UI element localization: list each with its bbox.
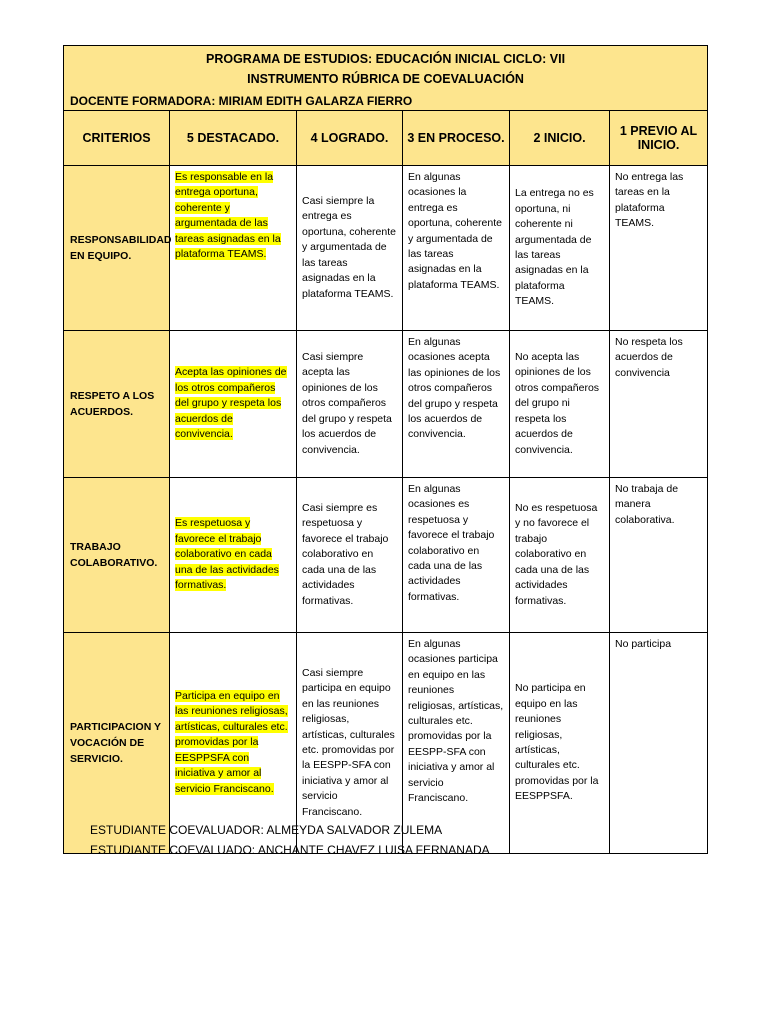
level-4-text: Casi siempre es respetuosa y favorece el trabajo colaborativo en cada una de las actividades formativas.	[297, 478, 403, 633]
level-1-text: No entrega las tareas en la plataforma TEAMS.	[610, 166, 708, 331]
table-row	[64, 166, 708, 331]
col-header-2: 2 INICIO.	[510, 111, 610, 166]
level-5-text: Participa en equipo en las reuniones religiosas, artísticas, culturales etc. promovidas por la EESPPSFA con iniciativa y amor al servicio Franciscano.	[175, 690, 288, 795]
col-header-4: 4 LOGRADO.	[297, 111, 403, 166]
col-header-1: 1 PREVIO AL INICIO.	[610, 111, 708, 166]
level-5-text: Acepta las opiniones de los otros compañeros del grupo y respeta los acuerdos de convivencia.	[175, 366, 287, 441]
rubric-table	[63, 45, 708, 854]
level-3-text: En algunas ocasiones la entrega es oportuna, coherente y argumentada de las tareas asignadas en la plataforma TEAMS.	[403, 166, 510, 331]
level-2-text: La entrega no es oportuna, ni coherente ni argumentada de las tareas asignadas en la plataforma TEAMS.	[510, 166, 610, 331]
level-1-text: No trabaja de manera colaborativa.	[610, 478, 708, 633]
level-4-text: Casi siempre la entrega es oportuna, coherente y argumentada de las tareas asignadas en la plataforma TEAMS.	[297, 166, 403, 331]
criterion-label: PARTICIPACION Y VOCACIÓN DE SERVICIO.	[64, 633, 170, 854]
level-4-text: Casi siempre acepta las opiniones de los otros compañeros del grupo y respeta los acuerdos de convivencia.	[297, 331, 403, 478]
table-row	[64, 633, 708, 854]
col-header-3: 3 EN PROCESO.	[403, 111, 510, 166]
program-title: PROGRAMA DE ESTUDIOS: EDUCACIÓN INICIAL CICLO: VII	[206, 52, 566, 66]
table-row	[64, 478, 708, 633]
column-header-row	[64, 111, 708, 166]
teacher-name: DOCENTE FORMADORA: MIRIAM EDITH GALARZA FIERRO	[70, 94, 413, 108]
level-2-text: No participa en equipo en las reuniones religiosas, artísticas, culturales etc. promovidas por la EESPPSFA.	[510, 633, 610, 854]
col-header-criterios: CRITERIOS	[64, 111, 170, 166]
level-2-text: No es respetuosa y no favorece el trabajo colaborativo en cada una de las actividades formativas.	[510, 478, 610, 633]
level-5-text: Es responsable en la entrega oportuna, coherente y argumentada de las tareas asignadas en la plataforma TEAMS.	[175, 171, 281, 261]
criterion-label: RESPETO A LOS ACUERDOS.	[64, 331, 170, 478]
document-header	[64, 46, 708, 111]
level-1-text: No participa	[610, 633, 708, 854]
level-3-text: En algunas ocasiones acepta las opiniones de los otros compañeros del grupo y respeta los acuerdos de convivencia.	[403, 331, 510, 478]
criterion-label: RESPONSABILIDAD EN EQUIPO.	[64, 166, 170, 331]
level-3-text: En algunas ocasiones participa en equipo en las reuniones religiosas, artísticas, culturales etc. promovidas por la EESPP-SFA con iniciativa y amor al servicio Franciscano.	[403, 633, 510, 854]
evaluated-line: ESTUDIANTE COEVALUADO: ANCHANTE CHAVEZ LUISA FERNANADA	[90, 843, 490, 857]
criterion-label: TRABAJO COLABORATIVO.	[64, 478, 170, 633]
col-header-5: 5 DESTACADO.	[170, 111, 297, 166]
instrument-title: INSTRUMENTO RÚBRICA DE COEVALUACIÓN	[247, 72, 524, 86]
table-row	[64, 331, 708, 478]
level-5-text: Es respetuosa y favorece el trabajo colaborativo en cada una de las actividades formativas.	[175, 517, 279, 592]
level-2-text: No acepta las opiniones de los otros compañeros del grupo ni respeta los acuerdos de convivencia.	[510, 331, 610, 478]
level-4-text: Casi siempre participa en equipo en las reuniones religiosas, artísticas, culturales etc. promovidas por la EESPP-SFA con iniciativa y amor al servicio Franciscano.	[297, 633, 403, 854]
level-3-text: En algunas ocasiones es respetuosa y favorece el trabajo colaborativo en cada una de las actividades formativas.	[403, 478, 510, 633]
rubric-document	[63, 45, 707, 854]
evaluator-line: ESTUDIANTE COEVALUADOR: ALMEYDA SALVADOR ZULEMA	[90, 823, 443, 837]
level-1-text: No respeta los acuerdos de convivencia	[610, 331, 708, 478]
